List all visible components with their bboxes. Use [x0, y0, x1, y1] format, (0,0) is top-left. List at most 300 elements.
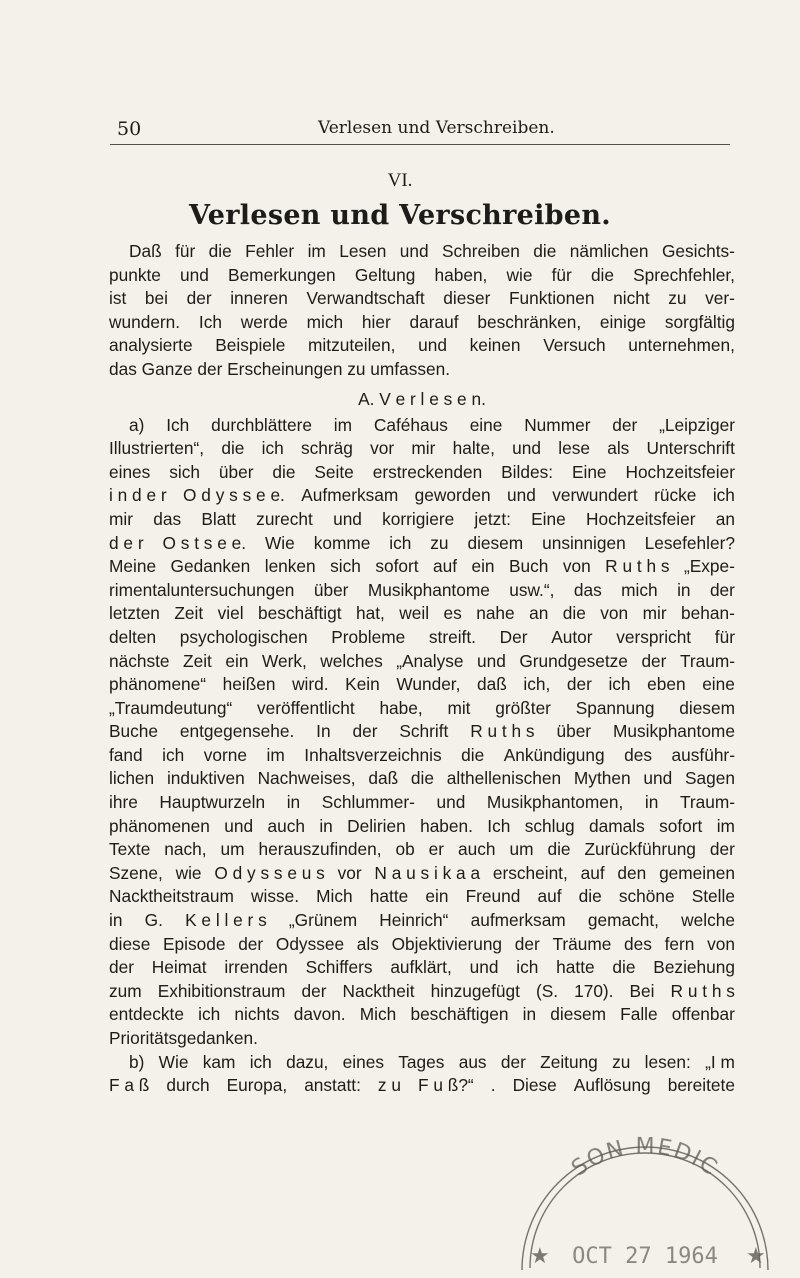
chapter-number: VI.	[387, 170, 413, 191]
word: Inhaltsverzeichnis	[304, 744, 442, 765]
text-line	[109, 767, 735, 791]
text-line	[109, 414, 735, 438]
word: ihre	[109, 792, 138, 813]
text-line	[109, 815, 735, 839]
word: Kein	[345, 674, 380, 695]
word: gemacht,	[587, 910, 659, 931]
word: lesen:	[644, 1051, 691, 1072]
word: zum	[109, 980, 142, 1001]
word: den	[617, 862, 647, 883]
word: mitzuteilen,	[308, 335, 396, 356]
text-line	[109, 720, 735, 744]
word: im	[307, 241, 326, 261]
word: mir	[109, 508, 133, 529]
word: Daß	[129, 241, 162, 261]
text-line	[109, 933, 735, 957]
word: Spannung	[575, 697, 655, 718]
word: im	[266, 744, 285, 765]
word: „Expe-	[683, 556, 735, 577]
word: haben,	[434, 264, 488, 285]
word: des	[624, 744, 653, 765]
word: Musikphantome	[367, 579, 490, 600]
text-line	[109, 1051, 735, 1075]
word: Heinrich“	[379, 910, 449, 931]
word: Probleme	[331, 626, 406, 647]
word: Seite	[314, 461, 354, 482]
chapter-title: Verlesen und Verschreiben.	[189, 200, 611, 231]
word: hinzugefügt	[430, 980, 520, 1001]
word: habe,	[379, 697, 423, 718]
text-line	[109, 358, 735, 382]
word: beschränken,	[477, 311, 582, 332]
word: zu	[668, 288, 687, 309]
word: größter	[495, 697, 551, 718]
text-line	[109, 555, 735, 579]
word: verwundert	[552, 485, 638, 506]
word: Buche	[109, 721, 159, 742]
word: in	[109, 910, 123, 931]
word: weil	[399, 603, 430, 624]
word: Zurückführung	[584, 839, 696, 860]
word: „Traumdeutung“	[109, 697, 233, 718]
word: in	[319, 815, 333, 836]
word: in	[286, 792, 301, 813]
word: einige	[599, 311, 647, 332]
word: das	[153, 508, 182, 529]
word: unsinnigen	[542, 532, 626, 553]
word: ein	[425, 886, 449, 907]
text-line	[109, 1003, 735, 1027]
word: mich	[621, 579, 658, 600]
word: haben.	[420, 815, 473, 836]
word: „Leipziger	[659, 414, 735, 435]
word: punkte	[109, 264, 161, 285]
word: und	[333, 508, 362, 529]
word: die	[612, 957, 636, 978]
word: um	[220, 839, 245, 860]
word: wundern.	[109, 311, 181, 332]
word: R u t h s	[605, 556, 670, 577]
word: Beziehung	[653, 957, 735, 978]
word: darauf	[409, 311, 459, 332]
word: vor	[337, 862, 362, 883]
text-line	[109, 956, 735, 980]
word: sorgfältig	[664, 311, 735, 332]
word: für	[551, 264, 572, 285]
word: an	[715, 508, 735, 529]
word: aus	[458, 1051, 487, 1072]
word: „Grünem	[288, 910, 358, 931]
word: Geltung	[354, 264, 416, 285]
word: letzten	[109, 603, 160, 624]
word: Stelle	[691, 886, 735, 907]
word: und	[506, 485, 536, 506]
word: O s t s e e.	[162, 532, 247, 553]
word: ich	[162, 744, 185, 765]
word: Delirien	[347, 815, 406, 836]
word: Fehler	[245, 241, 295, 261]
word: mir	[642, 603, 667, 624]
text-line	[109, 532, 735, 556]
word: Meine	[109, 556, 157, 577]
word: wird.	[292, 674, 329, 695]
word: die	[590, 264, 614, 285]
word: Nacktheit	[342, 980, 415, 1001]
word: die	[461, 744, 485, 765]
word: Mich	[316, 886, 353, 907]
word: über	[556, 721, 592, 742]
star-icon: ★	[746, 1244, 766, 1269]
word: ich	[261, 438, 284, 459]
text-line	[109, 909, 735, 933]
word: Illustrierten“,	[109, 438, 205, 459]
word: R u t h s	[670, 980, 735, 1001]
word: Traum-	[679, 792, 735, 813]
word: von	[600, 603, 629, 624]
word: durch	[166, 1075, 210, 1096]
word: mit	[447, 697, 471, 718]
word: korrigiere	[382, 508, 455, 529]
word: Schrift	[399, 721, 449, 742]
word: auch	[458, 839, 496, 860]
stamp-top-text: SON MEDIC	[567, 1133, 723, 1182]
word: Lesefehler?	[644, 532, 735, 553]
word: welche	[681, 910, 735, 931]
word: nach,	[164, 839, 207, 860]
word: verspricht	[616, 626, 692, 647]
word: phänomenen	[109, 815, 210, 836]
word: Ich	[487, 815, 511, 836]
word: Mich	[359, 1004, 397, 1025]
word: es	[443, 603, 462, 624]
word: der	[238, 933, 264, 954]
section-heading: A. V e r l e s e n.	[358, 388, 486, 409]
word: lichen	[109, 768, 155, 789]
word: komme	[313, 532, 371, 553]
word: Zeit	[174, 603, 204, 624]
text-line	[109, 287, 735, 311]
word: Bildes:	[501, 461, 554, 482]
word: d e r	[109, 532, 144, 553]
word: hier	[361, 311, 391, 332]
page-number: 50	[117, 118, 142, 140]
word: (S.	[535, 980, 559, 1001]
word: unternehmen,	[628, 335, 735, 356]
word: z u	[377, 1075, 401, 1096]
word: Werk,	[261, 650, 307, 671]
word: Mythen	[573, 768, 631, 789]
word: N a u s i k a a	[374, 862, 481, 883]
word: die	[272, 461, 296, 482]
text-line	[109, 334, 735, 358]
word: diesem	[679, 697, 735, 718]
word: Bei	[629, 980, 655, 1001]
text-line	[109, 508, 735, 532]
text-line	[109, 579, 735, 603]
word: zu	[430, 532, 449, 553]
word: Diese	[512, 1075, 557, 1096]
word: Traum-	[679, 650, 735, 671]
word: Schlummer-	[321, 792, 415, 813]
word: auf	[580, 862, 605, 883]
word: ver-	[705, 288, 735, 309]
word: „I m	[705, 1051, 735, 1072]
word: der	[352, 721, 378, 742]
text-line	[109, 437, 735, 461]
word: Caféhaus	[373, 414, 448, 435]
word: Versuch	[543, 335, 606, 356]
word: in	[644, 792, 659, 813]
word: zurecht	[256, 508, 313, 529]
text-line	[109, 650, 735, 674]
word: und	[469, 957, 499, 978]
word: die	[208, 241, 232, 261]
word: aufmerksam	[470, 910, 566, 931]
word: die	[410, 768, 434, 789]
word: um	[509, 839, 534, 860]
word: Eine	[571, 461, 607, 482]
word: Der	[499, 626, 528, 647]
word: mich	[306, 311, 344, 332]
word: und	[436, 792, 466, 813]
word: In	[316, 721, 331, 742]
word: psychologischen	[179, 626, 308, 647]
word: eines	[109, 461, 151, 482]
word: der	[186, 288, 212, 309]
word: welches	[320, 650, 383, 671]
word: und	[512, 438, 541, 459]
word: schräg	[300, 438, 353, 459]
word: Gedanken	[170, 556, 251, 577]
word: der	[514, 933, 540, 954]
word: ein	[471, 556, 495, 577]
word: die	[547, 839, 571, 860]
word: Hochzeitsfeier	[625, 461, 735, 482]
word: und	[643, 768, 673, 789]
word: diese	[109, 933, 151, 954]
word: hatte	[556, 957, 595, 978]
word: nicht	[613, 288, 650, 309]
word: Wie	[265, 532, 295, 553]
word: Nacktheitstraum	[109, 886, 234, 907]
word: Verwandtschaft	[306, 288, 425, 309]
word: Träume	[552, 933, 612, 954]
text-line	[109, 1074, 735, 1098]
word: auf	[537, 886, 562, 907]
word: daß	[368, 768, 399, 789]
word: eine	[469, 414, 503, 435]
text-line	[109, 862, 735, 886]
word: Prioritätsgedanken.	[109, 1028, 258, 1048]
word: und	[224, 815, 254, 836]
word: sofort	[375, 556, 419, 577]
word: Zeitung	[540, 1051, 598, 1072]
library-stamp	[500, 1118, 790, 1278]
word: der	[500, 1051, 526, 1072]
text-line	[109, 484, 735, 508]
text-line	[109, 673, 735, 697]
word: diesem	[550, 1004, 606, 1025]
word: Grundgesetze	[519, 650, 628, 671]
word: auf	[433, 556, 458, 577]
word: ich	[198, 1004, 221, 1025]
word: sich	[330, 556, 361, 577]
word: in	[522, 1004, 537, 1025]
word: aufklärt,	[390, 957, 452, 978]
word: schöne	[618, 886, 675, 907]
word: Heimat	[151, 957, 207, 978]
word: Buch	[509, 556, 549, 577]
word: nächste	[109, 650, 170, 671]
text-line	[109, 626, 735, 650]
word: sofort	[659, 815, 703, 836]
word: nichts	[234, 1004, 280, 1025]
word: der	[612, 414, 638, 435]
word: jetzt:	[474, 508, 511, 529]
word: ich	[389, 532, 412, 553]
word: behan-	[681, 603, 735, 624]
word: geworden	[414, 485, 491, 506]
word: über	[218, 461, 254, 482]
word: Schreiben	[442, 241, 520, 261]
word: F a ß	[109, 1075, 150, 1096]
word: nahe	[476, 603, 515, 624]
word: rimentaluntersuchungen	[109, 579, 295, 600]
word: fand	[109, 744, 143, 765]
word: Autor	[551, 626, 593, 647]
word: davon.	[293, 1004, 346, 1025]
word: induktiven	[166, 768, 245, 789]
word: irrenden	[224, 957, 288, 978]
word: daß	[477, 674, 507, 695]
word: ich	[516, 957, 539, 978]
word: Ich	[166, 414, 190, 435]
text-line	[109, 1027, 735, 1051]
word: lenken	[264, 556, 316, 577]
word: Exhibitionstraum	[157, 980, 286, 1001]
word: der	[301, 980, 327, 1001]
word: im	[716, 815, 735, 836]
word: bei	[144, 288, 168, 309]
text-line	[109, 602, 735, 626]
text-line	[109, 697, 735, 721]
word: von	[707, 933, 735, 954]
word: Aufmerksam	[301, 485, 399, 506]
word: bereitete	[667, 1075, 735, 1096]
word: i n d e r	[109, 485, 167, 506]
text-line	[109, 240, 735, 264]
word: das Ganze der Erscheinungen zu umfassen.	[109, 358, 451, 379]
word: Zeit	[183, 650, 212, 671]
word: beschäftigt	[257, 603, 342, 624]
running-title: Verlesen und Verschreiben.	[318, 118, 555, 138]
word: als	[607, 438, 630, 459]
word: und	[180, 264, 209, 285]
stamp-date: OCT 27 1964	[572, 1244, 718, 1269]
word: und	[399, 241, 429, 261]
word: ich	[249, 1051, 272, 1072]
word: der	[566, 674, 592, 695]
word: Musikphantomen,	[486, 792, 624, 813]
word: eine	[702, 674, 735, 695]
word: durchblättere	[211, 414, 312, 435]
word: die	[578, 886, 602, 907]
word: hatte	[369, 886, 409, 907]
word: kam	[202, 1051, 236, 1072]
word: a)	[129, 414, 145, 435]
word: Schiffers	[305, 957, 373, 978]
word: Bemerkungen	[228, 264, 336, 285]
word: Musikphantome	[612, 721, 735, 742]
word: über	[313, 579, 349, 600]
word: G.	[144, 910, 163, 931]
text-line	[109, 885, 735, 909]
word: das	[573, 579, 602, 600]
word: inneren	[230, 288, 288, 309]
word: offenbar	[671, 1004, 735, 1025]
word: Objektivierung	[391, 933, 503, 954]
word: ist	[109, 288, 127, 309]
word: beschäftigen	[410, 1004, 509, 1025]
word: althellenischen	[446, 768, 562, 789]
word: auch	[267, 815, 305, 836]
word: lese	[558, 438, 590, 459]
word: Freund	[465, 886, 521, 907]
word: die	[533, 241, 557, 261]
word: heißen	[222, 674, 276, 695]
word: phänomene“	[109, 674, 207, 695]
word: werde	[240, 311, 288, 332]
word: Odyssee	[275, 933, 345, 954]
text-line	[109, 791, 735, 815]
word: Wunder,	[396, 674, 461, 695]
word: Unterschrift	[646, 438, 735, 459]
word: .	[490, 1075, 496, 1096]
word: analysierte	[109, 335, 193, 356]
word: Sagen	[685, 768, 735, 789]
word: Tages	[398, 1051, 445, 1072]
word: wie	[506, 264, 533, 285]
word: Lesen	[339, 241, 387, 261]
word: Texte	[109, 839, 151, 860]
word: von	[562, 556, 591, 577]
text-line	[109, 461, 735, 485]
text-line	[109, 264, 735, 288]
word: Episode	[163, 933, 226, 954]
word: Falle	[620, 1004, 658, 1025]
word: Auflösung	[573, 1075, 651, 1096]
word: ich	[608, 674, 631, 695]
word: F u ß?“	[418, 1075, 474, 1096]
word: als	[356, 933, 379, 954]
word: R u t h s	[470, 721, 535, 742]
word: „Analyse	[396, 650, 464, 671]
word: diesem	[467, 532, 524, 553]
word: usw.“,	[509, 579, 555, 600]
word: eines	[342, 1051, 384, 1072]
word: hat,	[356, 603, 385, 624]
word: der	[109, 957, 134, 978]
text-line	[109, 838, 735, 862]
word: keinen	[469, 335, 521, 356]
word: vor	[370, 438, 395, 459]
word: Ankündigung	[503, 744, 605, 765]
word: Wie	[158, 1051, 189, 1072]
word: erstreckenden	[372, 461, 483, 482]
word: Nummer	[524, 414, 591, 435]
word: O d y s s e u s	[214, 862, 325, 883]
word: Ich	[198, 311, 222, 332]
